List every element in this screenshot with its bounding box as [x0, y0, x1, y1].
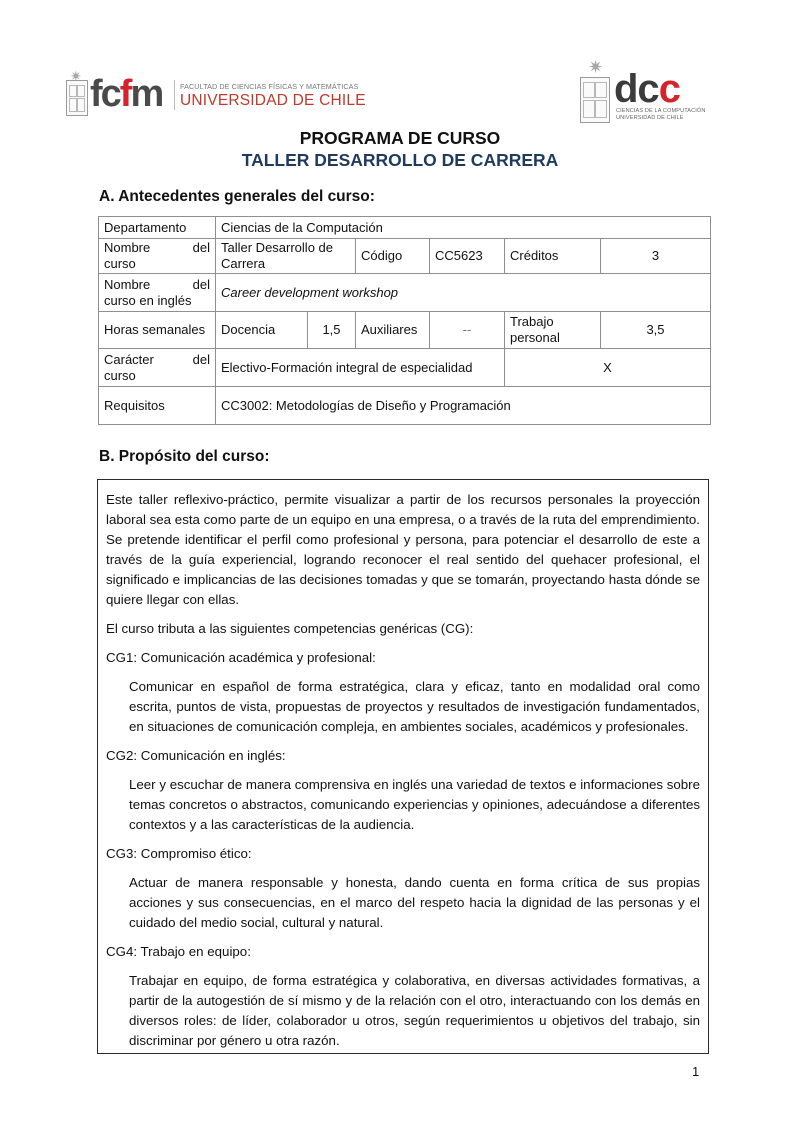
- departamento-label: Departamento: [99, 217, 216, 239]
- requisitos-value: CC3002: Metodologías de Diseño y Programación: [216, 387, 711, 425]
- faculty-name: FACULTAD DE CIENCIAS FÍSICAS Y MATEMÁTICAS: [180, 82, 359, 91]
- page-number: 1: [692, 1064, 700, 1079]
- logo-divider: [174, 80, 175, 110]
- docencia-label: Docencia: [216, 312, 308, 349]
- competencia-text: Actuar de manera responsable y honesta, dando cuenta en forma crítica de sus propias acciones y sus consecuencias, en el marco del respeto hacia la dignidad de las personas y el cuidado del medio social, cultural y natural.: [129, 875, 700, 930]
- codigo-value: CC5623: [430, 239, 505, 274]
- table-row-requisitos: [99, 387, 711, 425]
- table-row-nombre: [99, 239, 711, 274]
- departamento-value: Ciencias de la Computación: [216, 217, 711, 239]
- dcc-logo: [576, 55, 736, 127]
- horas-label: Horas semanales: [99, 312, 216, 349]
- nombre-value: Taller Desarrollo de Carrera: [216, 239, 356, 274]
- fcfm-logo: [62, 68, 366, 116]
- competencia-title: CG4: Trabajo en equipo:: [106, 944, 251, 959]
- university-name: UNIVERSIDAD DE CHILE: [616, 115, 684, 121]
- requisitos-label: Requisitos: [99, 387, 216, 425]
- purpose-intro: Este taller reflexivo-práctico, permite visualizar a partir de los recursos personales la proyección laboral sea esta como parte de un equipo en una empresa, o a través de la ruta del emprendimiento. Se pretende identificar el perfil como profesional y persona, para potenciar el desarrollo de este a través de la guía experiencial, logrando reconocer el real sentido del quehacer profesional, el significado e implicancias de las decisiones tomadas y que se tomarán, proyectando hasta dónde se quiere llegar con ellas.: [106, 492, 700, 607]
- auxiliares-value: --: [430, 312, 505, 349]
- competencia-text: Trabajar en equipo, de forma estratégica y colaborativa, en diversas actividades formativas, a partir de la autogestión de sí mismo y de la relación con el otro, interactuando con los demás en diversos roles: de líder, colaborador u otros, según requerimientos u objetivos del trabajo, sin discriminar por género u otra razón.: [129, 973, 700, 1048]
- competencia-text: Comunicar en español de forma estratégica, clara y eficaz, tanto en modalidad oral como escrita, puntos de vista, propuestas de proyectos y resultados de investigación fundamentados, en situaciones de comunicación compleja, en ambientes sociales, académicos y profesionales.: [129, 679, 700, 734]
- caracter-mark: X: [505, 349, 711, 387]
- table-row-horas: [99, 312, 711, 349]
- section-a-heading: A. Antecedentes generales del curso:: [99, 188, 375, 205]
- creditos-value: 3: [601, 239, 711, 274]
- creditos-label: Créditos: [505, 239, 601, 274]
- codigo-label: Código: [356, 239, 430, 274]
- competencia-title: CG3: Compromiso ético:: [106, 846, 252, 861]
- document-title: PROGRAMA DE CURSO: [299, 128, 501, 148]
- table-row-nombre-ingles: [99, 274, 711, 312]
- caracter-label: Carácter del curso: [99, 349, 216, 387]
- course-info-table: [98, 216, 711, 425]
- university-name: UNIVERSIDAD DE CHILE: [180, 92, 366, 109]
- department-name: CIENCIAS DE LA COMPUTACIÓN: [616, 108, 706, 114]
- nombre-ingles-label: Nombre del curso en inglés: [99, 274, 216, 312]
- fcfm-wordmark: fcfm: [90, 73, 163, 115]
- university-crest-icon: ✷: [66, 80, 88, 116]
- purpose-box: [97, 479, 709, 1054]
- caracter-value: Electivo-Formación integral de especialidad: [216, 349, 505, 387]
- section-b-heading: B. Propósito del curso:: [99, 448, 270, 465]
- course-title: TALLER DESARROLLO DE CARRERA: [241, 150, 559, 170]
- docencia-value: 1,5: [308, 312, 356, 349]
- nombre-label: Nombre del curso: [99, 239, 216, 274]
- table-row-caracter: [99, 349, 711, 387]
- auxiliares-label: Auxiliares: [356, 312, 430, 349]
- competencia-text: Leer y escuchar de manera comprensiva en inglés una variedad de textos e informaciones sobre temas concretos o abstractos, comunicando experiencias y opiniones, adecuándose a diferentes contextos y a las características de la audiencia.: [129, 777, 700, 832]
- dcc-wordmark: dcc: [614, 67, 680, 111]
- trabajo-personal-label: Trabajo personal: [505, 312, 601, 349]
- table-row-departamento: [99, 217, 711, 239]
- competencias-intro: El curso tributa a las siguientes competencias genéricas (CG):: [106, 621, 474, 636]
- nombre-ingles-value: Career development workshop: [216, 274, 711, 312]
- university-crest-icon: ✷: [580, 77, 610, 123]
- competencia-title: CG1: Comunicación académica y profesional:: [106, 650, 376, 665]
- competencia-title: CG2: Comunicación en inglés:: [106, 748, 286, 763]
- trabajo-personal-value: 3,5: [601, 312, 711, 349]
